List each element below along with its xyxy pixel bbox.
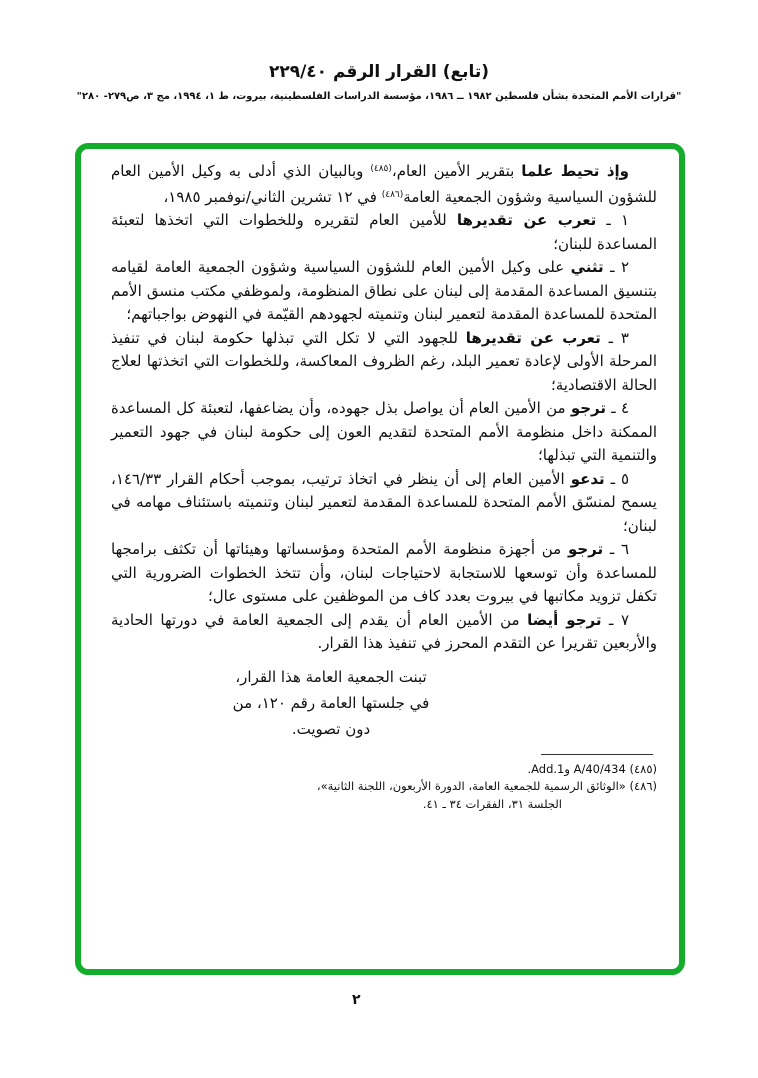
item-text: الأمين العام إلى أن ينظر في اتخاذ ترتيب، بموجب أحكام القرار ١٤٦/٣٣، يسمح لمنسّق الأمم المتحدة للمساعدة المقدمة لتعمير لبنان وتنميته باستئناف مهامه في لبنان؛ [111, 469, 657, 535]
item-text: من الأمين العام أن يقدم إلى الجمعية العامة في دورتها الحادية والأربعين تقريرا عن التقدم المحرز في تنفيذ هذا القرار. [111, 610, 657, 652]
adoption-line-1: تبنت الجمعية العامة هذا القرار، [235, 667, 427, 686]
footnote-485: (٤٨٥) A/40/434 وAdd.1. [527, 761, 657, 776]
item-number: ٥ ـ [604, 469, 629, 488]
resolution-item-5 [111, 468, 657, 539]
item-lead-bold: ترجو [570, 399, 606, 417]
item-number: ٧ ـ [601, 610, 629, 629]
adoption-line-2: في جلستها العامة رقم ١٢٠، من [232, 693, 430, 712]
item-lead-bold: تدعو [570, 469, 605, 488]
resolution-item-1 [111, 209, 657, 256]
footnote-486-line2: الجلسة ٣١، الفقرات ٣٤ ـ ٤١. [422, 796, 562, 811]
item-number: ٢ ـ [603, 258, 629, 276]
resolution-item-3 [111, 327, 657, 398]
resolution-item-2 [111, 256, 657, 327]
resolution-item-7 [111, 609, 657, 656]
footnote-ref-485: (٤٨٥) [370, 164, 392, 174]
adoption-note [211, 664, 451, 742]
resolution-item-6 [111, 538, 657, 609]
adoption-line-3: دون تصويت. [291, 719, 371, 738]
resolution-frame [75, 143, 685, 975]
page-header [0, 62, 758, 102]
footnote-ref-486: (٤٨٦) [381, 189, 404, 200]
intro-paragraph [111, 158, 657, 209]
item-number: ٣ ـ [600, 328, 629, 347]
footnote-486-line1: (٤٨٦) «الوثائق الرسمية للجمعية العامة، الدورة الأربعون، اللجنة الثانية»، [316, 779, 657, 793]
footnotes [111, 754, 657, 814]
item-lead-bold: ترجو أيضا [527, 610, 602, 629]
intro-lead-bold: وإذ تحيط علما [521, 162, 629, 180]
item-text: على وكيل الأمين العام للشؤون السياسية وشؤون الجمعية العامة لقيامه بتنسيق المساعدة المقدمة إلى لبنان على نطاق المنظومة، ولموظفي مكتب منسق الأمم المتحدة للمساعدة المقدمة لتعمير لبنان وتنميته لجهودهم القيّمة في النهوض بواجباتهم؛ [111, 258, 657, 323]
item-number: ٤ ـ [606, 399, 629, 417]
item-text: للجهود التي لا تكل التي تبذلها حكومة لبنان في تنفيذ المرحلة الأولى لإعادة تعمير البلد، رغم الظروف المعاكسة، وللخطوات التي اتخذتها لعلاج الحالة الاقتصادية؛ [111, 328, 657, 394]
item-lead-bold: تعرب عن تقديرها [465, 328, 601, 347]
resolution-title: (تابع) القرار الرقم ٢٢٩/٤٠ [268, 62, 490, 82]
item-lead-bold: ترجو [567, 540, 604, 558]
item-lead-bold: تثني [570, 258, 604, 276]
page-number: ٢ [352, 992, 361, 1008]
item-number: ١ ـ [596, 211, 629, 229]
resolution-item-4 [111, 397, 657, 468]
footnote-divider [541, 754, 653, 755]
item-lead-bold: تعرب عن تقديرها [456, 211, 597, 229]
item-text: من الأمين العام أن يواصل بذل جهوده، وأن يضاعفها، لتعبئة كل المساعدة الممكنة داخل منظومة الأمم المتحدة لتقديم العون إلى حكومة لبنان في جهود التعمير والتنمية التي تبذلها؛ [111, 399, 657, 464]
intro-text-1: بتقرير الأمين العام، [391, 162, 522, 180]
intro-text-3: في ١٢ تشرين الثاني/نوفمبر ١٩٨٥، [163, 187, 382, 206]
item-number: ٦ ـ [603, 540, 629, 558]
item-text: من أجهزة منظومة الأمم المتحدة ومؤسساتها وهيئاتها أن تكثف برامجها للمساعدة وأن توسعها للاستجابة لاحتياجات لبنان، وأن تتخذ الخطوات الضرورية التي تكفل تزويد مكاتبها في بيروت بعدد كاف من الموظفين على مستوى عال؛ [111, 540, 657, 605]
item-text: للأمين العام لتقريره وللخطوات التي اتخذها لتعبئة المساعدة للبنان؛ [111, 211, 657, 253]
intro-text-2: وبالبيان الذي أدلى به وكيل الأمين العام للشؤون السياسية وشؤون الجمعية العامة [111, 162, 657, 206]
source-citation: "قرارات الأمم المتحدة بشأن فلسطين ١٩٨٢ ــ ١٩٨٦، مؤسسة الدراسات الفلسطينية، بيروت، ط ١، ١٩٩٤، مج ٣، ص٢٧٩- ٢٨٠" [76, 91, 682, 102]
